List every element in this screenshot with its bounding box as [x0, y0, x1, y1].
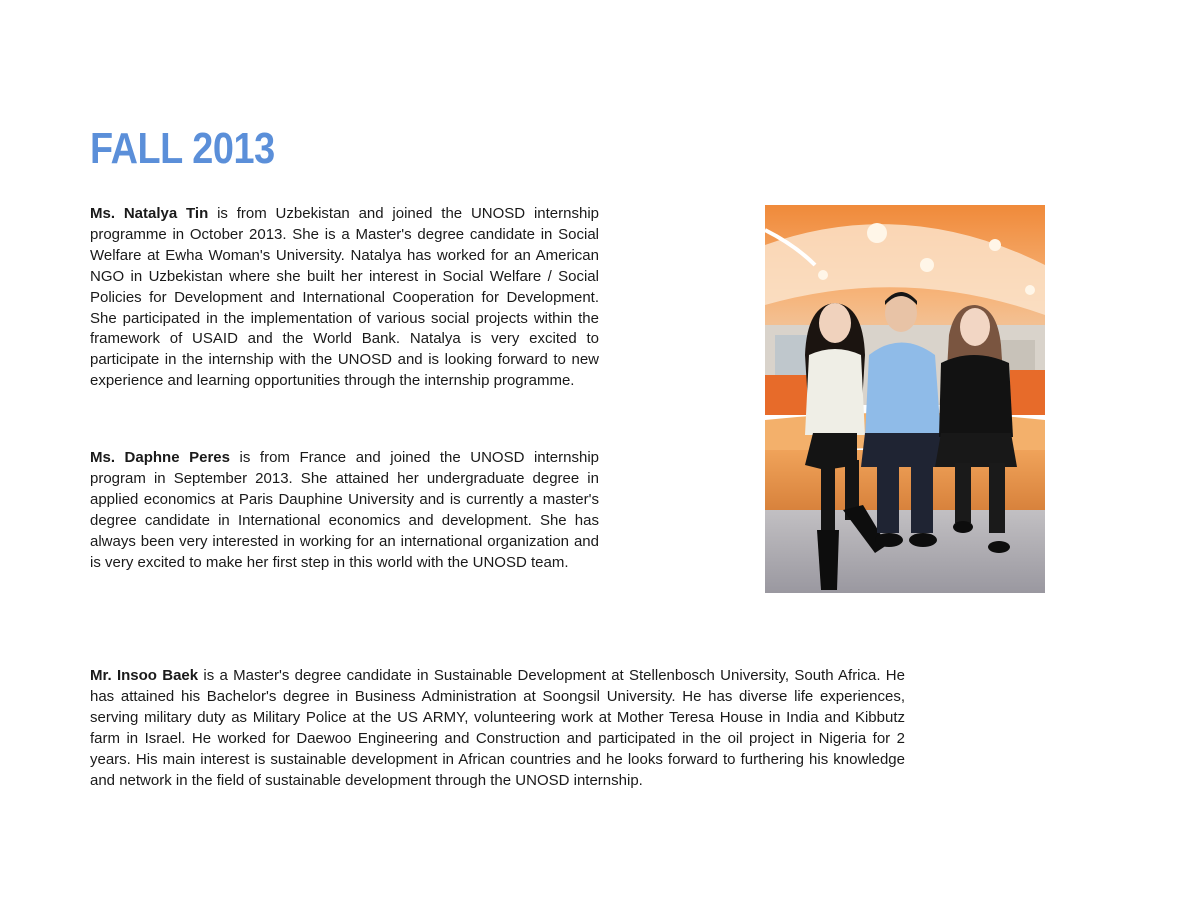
bio-name: Ms. Natalya Tin	[90, 205, 209, 222]
bio-name: Ms. Daphne Peres	[90, 449, 230, 466]
bio-natalya-tin	[90, 204, 599, 392]
bio-text: is from Uzbekistan and joined the UNOSD internship programme in October 2013. She is a Master's degree candidate in Social Welfare at Ewha Woman's University. Natalya has worked for an American NGO in Uzbekistan where she built her interest in Social Welfare / Social Policies for Development and International Cooperation for Development. She participated in the implementation of various social projects within the framework of USAID and the World Bank. Natalya is very excited to participate in the internship with the UNOSD and is looking forward to new experience and learning opportunities through the internship programme.	[90, 205, 599, 390]
bio-text: is a Master's degree candidate in Sustainable Development at Stellenbosch University, South Africa. He has attained his Bachelor's degree in Business Administration at Soongsil University. He has diverse life experiences, serving military duty as Military Police at the US ARMY, volunteering work at Mother Teresa House in India and Kibbutz farm in Israel. He worked for Daewoo Engineering and Construction and participated in the oil project in Nigeria for 2 years. His main interest is sustainable development in African countries and he looks forward to furthering his knowledge and network in the field of sustainable development through the UNOSD internship.	[90, 667, 905, 789]
page-title: FALL 2013	[90, 124, 275, 173]
bio-name: Mr. Insoo Baek	[90, 667, 199, 684]
bio-daphne-peres	[90, 448, 599, 573]
interns-group-photo	[765, 205, 1045, 593]
bio-text: is from France and joined the UNOSD internship program in September 2013. She attained her undergraduate degree in applied economics at Paris Dauphine University and is currently a master's degree candidate in International economics and development. She has always been very interested in working for an international organization and is very excited to make her first step in this world with the UNOSD team.	[90, 449, 600, 571]
bio-insoo-baek	[90, 666, 905, 791]
